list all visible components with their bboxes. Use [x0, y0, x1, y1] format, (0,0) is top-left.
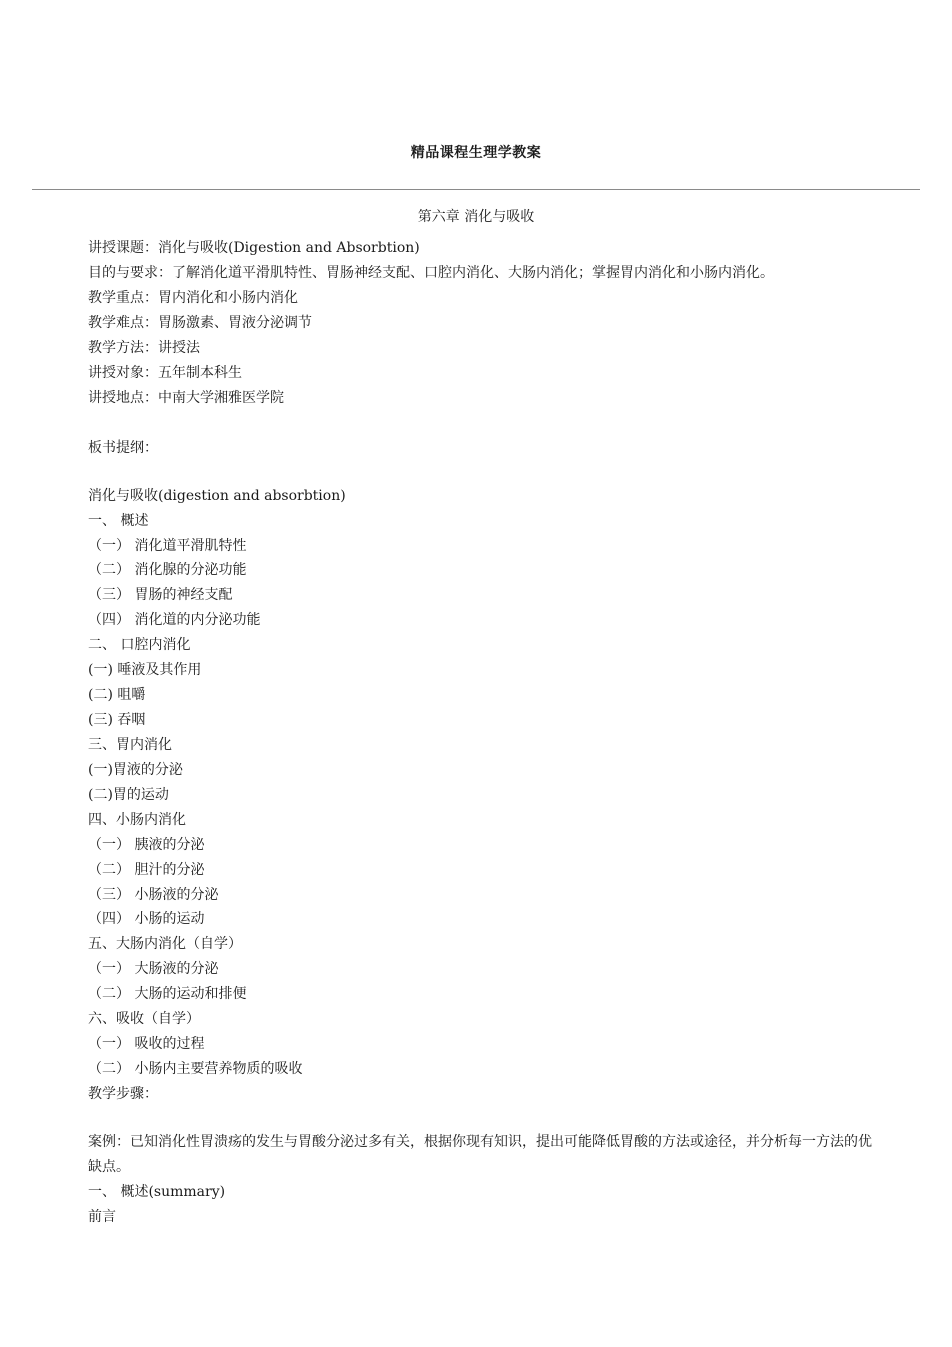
method-line: 教学方法：讲授法: [88, 340, 200, 356]
chapter-title: 第六章 消化与吸收: [417, 209, 535, 225]
audience-line: 讲授对象：五年制本科生: [88, 365, 242, 381]
outline-item: （一） 吸收的过程: [88, 1036, 205, 1052]
header-divider: [32, 189, 920, 190]
outline-item: （一） 大肠液的分泌: [88, 961, 219, 977]
key-points-line: 教学重点：胃内消化和小肠内消化: [88, 290, 298, 306]
outline-item: （四） 消化道的内分泌功能: [88, 612, 261, 628]
outline-title: 消化与吸收(digestion and absorbtion): [88, 488, 346, 504]
section-summary-heading: 一、 概述(summary): [88, 1184, 226, 1200]
outline-item: 六、吸收（自学）: [88, 1011, 200, 1027]
outline-item: （二） 消化腺的分泌功能: [88, 562, 247, 578]
outline-item: 三、胃内消化: [88, 737, 172, 753]
outline-item: （二） 胆汁的分泌: [88, 862, 205, 878]
outline-item: （一） 消化道平滑肌特性: [88, 538, 247, 554]
location-line: 讲授地点：中南大学湘雅医学院: [88, 390, 284, 406]
document-header-title: 精品课程生理学教案: [410, 145, 542, 161]
outline-item: 一、 概述: [88, 513, 149, 529]
outline-item: （三） 胃肠的神经支配: [88, 587, 233, 603]
outline-item: (一) 唾液及其作用: [88, 662, 202, 678]
case-paragraph: 案例：已知消化性胃溃疡的发生与胃酸分泌过多有关，根据你现有知识，提出可能降低胃酸的方法或途径，并分析每一方法的优缺点。: [88, 1134, 872, 1175]
steps-heading: 教学步骤：: [88, 1086, 158, 1102]
outline-heading: 板书提纲：: [88, 440, 158, 456]
outline-item: （三） 小肠液的分泌: [88, 887, 219, 903]
outline-item: （四） 小肠的运动: [88, 911, 205, 927]
outline-item: (一)胃液的分泌: [88, 762, 183, 778]
outline-item: 四、小肠内消化: [88, 812, 186, 828]
outline-item: (二)胃的运动: [88, 787, 169, 803]
outline-item: 二、 口腔内消化: [88, 637, 191, 653]
topic-line: 讲授课题：消化与吸收(Digestion and Absorbtion): [88, 240, 420, 256]
preface-line: 前言: [88, 1209, 116, 1225]
objectives-line: 目的与要求：了解消化道平滑肌特性、胃肠神经支配、口腔内消化、大肠内消化；掌握胃内消化和小肠内消化。: [88, 265, 774, 281]
outline-item: （二） 大肠的运动和排便: [88, 986, 247, 1002]
outline-item: （一） 胰液的分泌: [88, 837, 205, 853]
outline-item: (二) 咀嚼: [88, 687, 146, 703]
outline-item: 五、大肠内消化（自学）: [88, 936, 242, 952]
outline-item: (三) 吞咽: [88, 712, 146, 728]
difficulties-line: 教学难点：胃肠激素、胃液分泌调节: [88, 315, 312, 331]
outline-item: （二） 小肠内主要营养物质的吸收: [88, 1061, 303, 1077]
